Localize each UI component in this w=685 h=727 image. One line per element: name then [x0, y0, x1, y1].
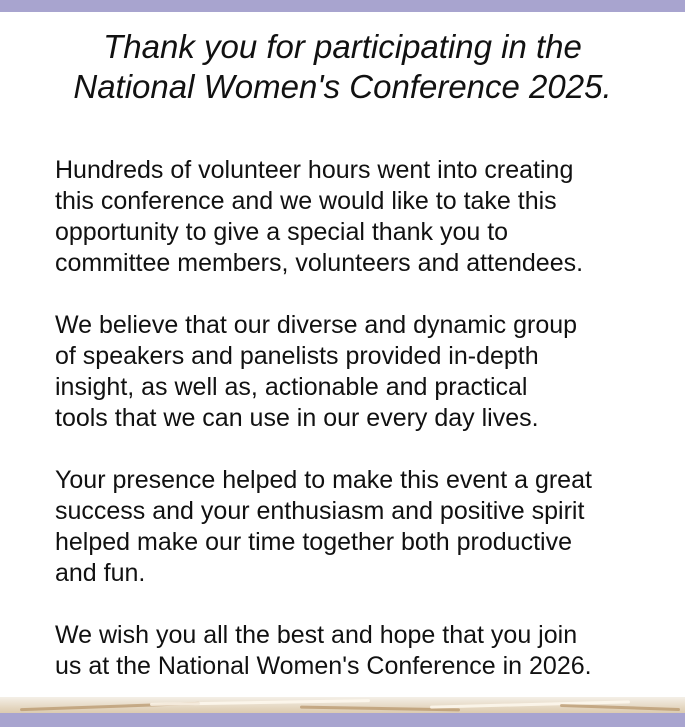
paragraph-line: tools that we can use in our every day lives.: [55, 404, 539, 432]
paragraph-closing: [55, 620, 675, 682]
footer-streak: [560, 704, 680, 711]
paragraph-line: us at the National Women's Conference in 2026.: [55, 652, 592, 680]
paragraph-line: Your presence helped to make this event a great: [55, 466, 592, 494]
page-title: [0, 27, 685, 107]
title-line-1: Thank you for participating in the: [103, 28, 582, 65]
paragraph-volunteer-hours: [55, 155, 675, 279]
paragraph-line: We believe that our diverse and dynamic group: [55, 311, 578, 339]
paragraph-line: opportunity to give a special thank you to: [55, 218, 509, 246]
paragraph-line: Hundreds of volunteer hours went into creating: [55, 156, 574, 184]
paragraph-line: helped make our time together both productive: [55, 528, 572, 556]
message-body: [55, 155, 675, 713]
top-frame-bar: [0, 0, 685, 12]
paragraph-line: We wish you all the best and hope that you join: [55, 621, 578, 649]
title-line-2: National Women's Conference 2025.: [73, 68, 612, 105]
paragraph-line: and fun.: [55, 559, 146, 587]
footer-streak: [150, 699, 370, 706]
paragraph-line: insight, as well as, actionable and practical: [55, 373, 528, 401]
paragraph-line: success and your enthusiasm and positive spirit: [55, 497, 585, 525]
paragraph-presence: [55, 465, 675, 589]
bottom-frame-bar: [0, 713, 685, 727]
paragraph-line: committee members, volunteers and attendees.: [55, 249, 584, 277]
paragraph-line: of speakers and panelists provided in-depth: [55, 342, 539, 370]
paragraph-line: this conference and we would like to take this: [55, 187, 557, 215]
paragraph-speakers: [55, 310, 675, 434]
